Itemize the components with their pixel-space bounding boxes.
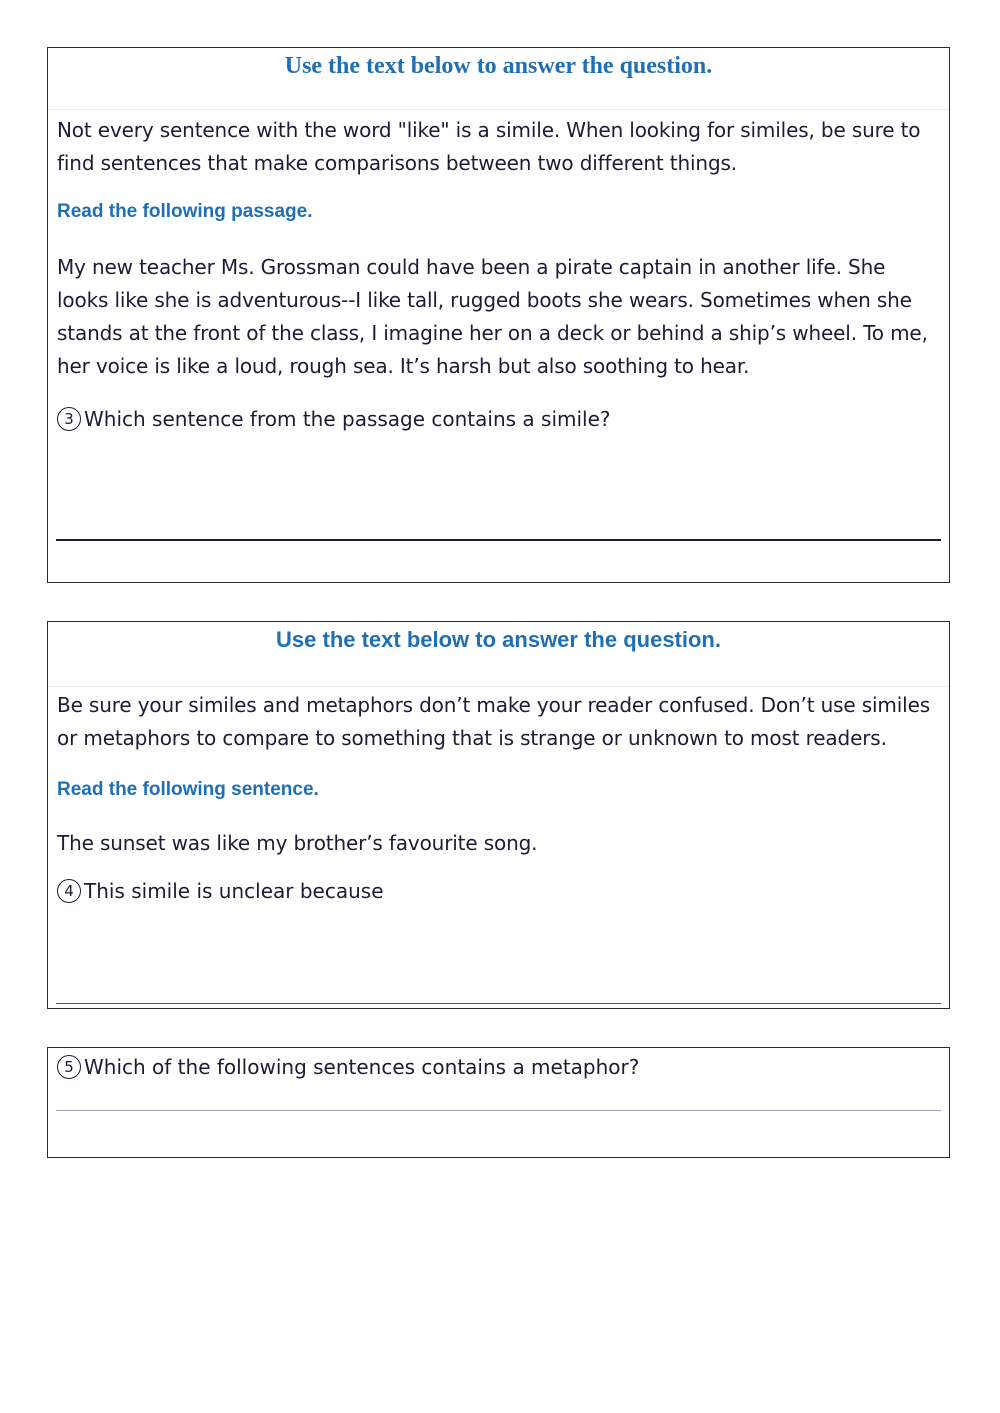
answer-line[interactable] [56, 1003, 941, 1004]
question-text: Which sentence from the passage contains a simile? [84, 407, 611, 431]
question-4 [48, 876, 949, 906]
read-sentence-label: Read the following sentence. [57, 779, 319, 800]
passage-text: My new teacher Ms. Grossman could have been a pirate captain in another life. She looks like she is adventurous--I like tall, rugged boots she wears. Sometimes when she stands at the front of the class, I imagine her on a deck or behind a ship’s wheel. To me, her voice is like a loud, rough sea. It’s harsh but also soothing to hear. [57, 255, 928, 378]
instruction-text: Not every sentence with the word "like" is a simile. When looking for similes, be sure to find sentences that make comparisons between two different things. [57, 118, 921, 175]
question-box-3 [47, 47, 950, 583]
answer-line[interactable] [56, 1110, 941, 1111]
circled-number: 4 [57, 879, 81, 903]
answer-line[interactable] [56, 539, 941, 541]
question-text: Which of the following sentences contains a metaphor? [84, 1055, 640, 1079]
sentence-text: The sunset was like my brother’s favourite song. [57, 831, 538, 855]
read-passage-label: Read the following passage. [57, 201, 313, 222]
question-text: This simile is unclear because [84, 879, 384, 903]
circled-number: 3 [57, 407, 81, 431]
instruction-text: Be sure your similes and metaphors don’t make your reader confused. Don’t use similes or metaphors to compare to something that is strange or unknown to most readers. [57, 693, 931, 750]
question-box-4 [47, 621, 950, 1009]
question-5 [48, 1052, 949, 1082]
title-divider [48, 686, 949, 687]
box-title: Use the text below to answer the question. [284, 53, 713, 79]
circled-number: 5 [57, 1055, 81, 1079]
box-title: Use the text below to answer the question. [276, 627, 721, 652]
question-3 [48, 404, 949, 434]
title-divider [48, 109, 949, 110]
question-box-5 [47, 1047, 950, 1158]
